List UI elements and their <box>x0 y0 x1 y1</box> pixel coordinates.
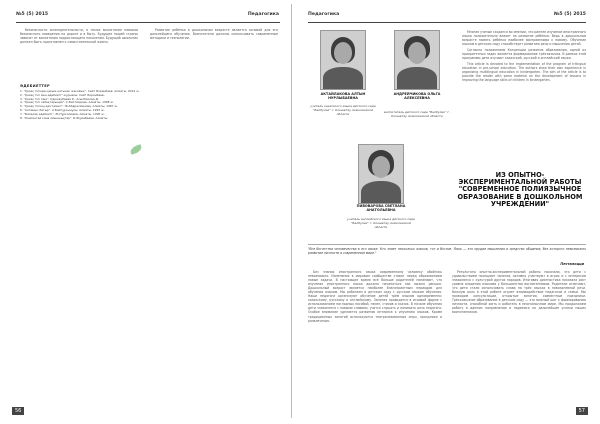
left-top-text <box>20 28 138 46</box>
epigraph-author: Песталоцци <box>560 262 584 266</box>
right-header-section: Педагогика <box>308 12 340 17</box>
bibliography-item: 7. "Балалар әдебиеті". Ж.Нұрғалиева, Алматы, 1995 ж. <box>20 112 105 116</box>
epigraph-separator <box>308 244 586 245</box>
bibliography-item: 1. "Қазақ тілінде қарым-қатынас жасайық". Сейт Боранбаев. Алматы, 2012 ж. <box>20 90 140 93</box>
leaf-decoration-icon <box>129 144 143 155</box>
bibliography-item: 5. "Қазақ тілінің әдістемесі". Ж.Абдрахманова. Алматы, 1987 ж. <box>20 105 119 109</box>
portrait-photo-andreychikova <box>394 30 440 90</box>
bibliography-item: 8. "Кішкентай ғана ойыншықтар". Б.Жұмабаева. Алматы. <box>20 116 109 120</box>
body-column-1 <box>308 270 442 324</box>
intro-text-block <box>462 30 586 84</box>
person2-name: АНДРЕЙЧИКОВА ОЛЬГА АЛЕКСЕЕВНА <box>393 92 441 101</box>
right-page <box>302 4 594 418</box>
portrait-photo-aktaylakova <box>320 30 366 90</box>
right-top-paragraph: Развитие ребёнка в дошкольном возрасте является основой для его дальнейшего обучения. Воспитатели должны использовать современные методики и технологии. <box>150 28 278 41</box>
person3-name: ПИВОВАРОВА СВЕТЛАНА АНАТОЛЬЕВНА <box>356 204 406 213</box>
left-header-issue: №5 (5) 2015 <box>16 12 49 17</box>
left-page <box>6 4 292 418</box>
right-page-number: 57 <box>576 407 588 415</box>
left-header-section: Педагогика <box>247 12 279 17</box>
person1-caption: учитель казахского языка детского сада "Балбулак" г. Кокшетау Акмолинской области <box>310 104 376 116</box>
bibliography-list <box>20 90 278 120</box>
bibliography-item: 6. "Алпамыс батыр". А.Байтұрсынұлы. Алматы, 1993 ж. <box>20 108 105 112</box>
bibliography-item: 3. "Қазақ тілі пәні". Қаржаубаева Р., Асылбекова Д. <box>20 97 99 101</box>
bibliography-title: ӘДЕБИЕТТЕР <box>20 84 50 88</box>
english-abstract: This article is devoted to the implementation of the program of trilingual education in pre-school education. The authors show their own experience in organizing multilingual education in kindergarten. The aim of the article is to provide the reader with some material on the development of lessons in improving the language skills of children in kindergarten. <box>462 61 586 83</box>
left-top-paragraph: безопасности жизнедеятельности, а также воспитание навыков безопасного поведения на дороге и в быту. Будущее нашей страны зависит от воспитания подрастающего поколения. Будущий школьник должен быть подготовлен к самостоятельной жизни. <box>20 28 138 45</box>
portrait-photo-pivovarova <box>358 144 404 204</box>
right-header-rule <box>308 22 586 23</box>
bibliography-item: 4. "Қазақ тілі сабақтарында". С.Бахтиярова. Алматы, 1998 ж. <box>20 101 114 105</box>
body-column-2 <box>452 270 586 316</box>
intro-paragraph: Многие ученые сходятся во мнении, что раннее изучение иностранного языка положительно влияет на развитие ребёнка. Ведь в дошкольном возрасте память ребёнка наиболее восприимчива к новому. Обучение языкам в детском саду способствует развитию речи и мышления детей. <box>462 30 586 47</box>
body-paragraph-2: Результаты опытно-экспериментальной работы показали, что дети с удовольствием посещают занятия, активно участвуют в играх и с интересом знакомятся с культурой других народов. Итоговая диагностика показала рост уровня владения языками у большинства воспитанников. Родители отмечают, что дети стали использовать слова на трёх языках в повседневной речи. Важную роль в этой работе играет взаимодействие педагогов и семьи. Мы проводим консультации, открытые занятия, совместные праздники. Трёхъязычное образование в детском саду — это важный шаг к формированию личности, способной жить и работать в многоязычном мире. Мы продолжаем работу в данном направлении и надеемся на дальнейшие успехи наших воспитанников. <box>452 270 586 315</box>
right-top-text <box>150 28 278 42</box>
bibliography-item: 2. "Қазақ тілі мен әдебиеті" журналы. Сейт Боранбаев. <box>20 93 105 97</box>
person3-caption: учитель английского языка детского сада "Балбулак" г. Кокшетау Акмолинской области <box>347 217 415 229</box>
policy-paragraph: Согласно положениям Концепции развития образования, одной из приоритетных задач является формирование трёхъязычия. В рамках этой программы дети изучают казахский, русский и английский языки. <box>462 47 586 61</box>
right-header-issue: №5 (5) 2015 <box>553 12 586 17</box>
left-page-number: 56 <box>12 407 24 415</box>
person2-caption: воспитатель детского сада "Балбулак" г. Кокшетау Акмолинской области <box>384 110 450 118</box>
epigraph-quote: "Все богатства человечества в его языке. Кто знает несколько языков, тот и богаче. Язык — это орудие мышления и средство общения, без которого невозможно развитие личности в современном мире." <box>308 247 586 255</box>
left-header-rule <box>16 22 280 23</box>
body-paragraph-1: Без знания иностранного языка современному человеку обойтись невозможно. Изменения в мировом сообществе ставят перед образованием новые задачи. В настоящее время всё больше родителей понимают, что изучение иностранного языка должно начинаться как можно раньше. Дошкольный возраст является наиболее благоприятным периодом для обучения языкам. Мы работаем в детском саду с русским языком обучения. Наши педагоги организуют обучение детей трём языкам одновременно: казахскому, русскому и английскому. Занятия проводятся в игровой форме с использованием наглядных пособий, песен, стихов и сказок. В начале обучения дети знакомятся с новыми словами, учатся слушать и понимать речь педагога. Особое внимание уделяется развитию интереса к изучению языков. Кроме традиционных занятий используются театрализованные игры, праздники и развлечения. <box>308 270 442 323</box>
person1-name: АКТАЙЛАКОВА АЛТЫН НУРЛЫБАЕВНА <box>320 92 366 101</box>
article-headline: ИЗ ОПЫТНО-ЭКСПЕРИМЕНТАЛЬНОЙ РАБОТЫ "СОВРЕМЕННОЕ ПОЛИЯЗЫЧНОЕ ОБРАЗОВАНИЕ В ДОШКОЛЬНОМ УЧРЕЖДЕНИИ" <box>457 171 583 208</box>
